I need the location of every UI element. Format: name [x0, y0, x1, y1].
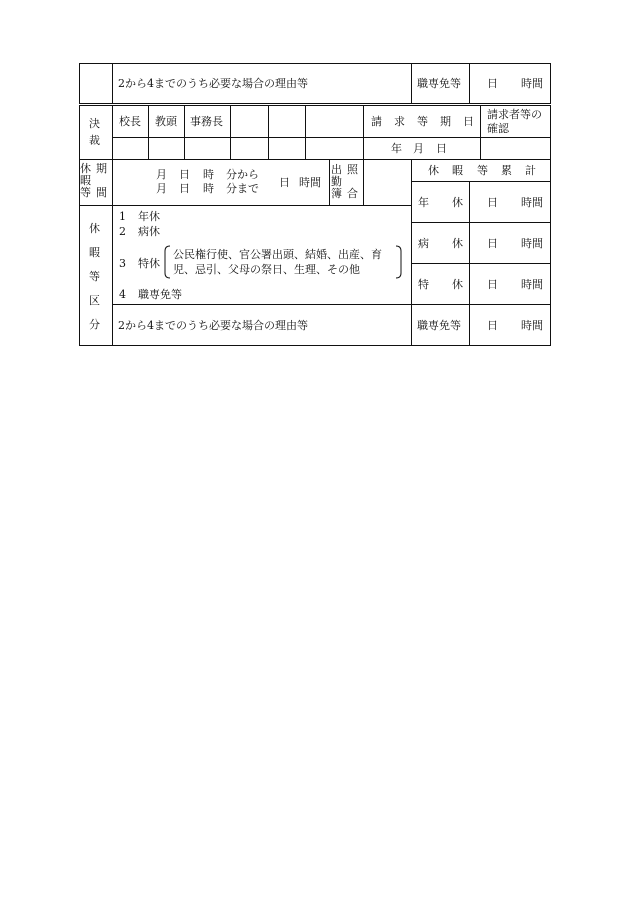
- cumulative-shokusen-day: 日: [487, 319, 498, 332]
- period-to-hour: 時: [203, 182, 214, 195]
- category-item-special: 特休: [138, 257, 160, 270]
- right-bracket-icon: [395, 245, 403, 279]
- period-label-char: 休: [80, 162, 91, 175]
- period-to-day: 日: [179, 182, 190, 195]
- period-to-minute: 分まで: [226, 182, 259, 195]
- cumulative-row-name: 休: [452, 237, 463, 250]
- approval-label-1: 決: [89, 117, 100, 130]
- border-line: [305, 105, 306, 159]
- cumulative-row-hours: 時間: [521, 237, 543, 250]
- category-item-special-detail: 児、忌引、父母の祭日、生理、その他: [173, 263, 360, 276]
- cumulative-row-name: 休: [452, 196, 463, 209]
- category-label-char: 区: [89, 294, 100, 307]
- category-label-char: 暇: [89, 246, 100, 259]
- top-hours-label: 時間: [521, 77, 543, 90]
- category-label-char: 分: [89, 318, 100, 331]
- border-line: [550, 105, 551, 159]
- date-year-label: 年: [391, 142, 402, 155]
- cumulative-shokusen-label: 職専免等: [417, 319, 461, 332]
- cumulative-row-day: 日: [487, 278, 498, 291]
- border-line: [329, 159, 330, 205]
- attendance-label-char: 勤: [331, 175, 342, 188]
- border-line: [411, 263, 551, 264]
- date-month-label: 月: [413, 142, 424, 155]
- cumulative-row-hours: 時間: [521, 278, 543, 291]
- border-line: [79, 105, 80, 159]
- category-item-sick: 病休: [138, 225, 160, 238]
- category-item-number: 2: [119, 225, 126, 238]
- period-from-minute: 分から: [226, 168, 259, 181]
- border-line: [112, 105, 113, 159]
- claim-date-char: 期: [440, 115, 451, 128]
- border-line: [148, 105, 149, 159]
- cumulative-title-char: 暇: [452, 164, 463, 177]
- top-reason-text: 2から4までのうち必要な場合の理由等: [118, 77, 308, 90]
- claim-date-char: 求: [394, 115, 405, 128]
- cumulative-title-char: 累: [501, 164, 512, 177]
- border-line: [550, 159, 551, 345]
- cumulative-row-name: 休: [452, 278, 463, 291]
- attendance-label-char: 照: [347, 163, 358, 176]
- border-line: [112, 159, 113, 345]
- cumulative-row-hours: 時間: [521, 196, 543, 209]
- period-total-day: 日: [279, 176, 290, 189]
- border-line: [112, 63, 113, 103]
- period-label-char: 期: [96, 162, 107, 175]
- border-line: [411, 304, 551, 305]
- attendance-label-char: 簿: [331, 187, 342, 200]
- border-line: [411, 181, 551, 182]
- period-from-hour: 時: [203, 168, 214, 181]
- approval-label-2: 裁: [89, 134, 100, 147]
- attendance-label-char: 合: [347, 187, 358, 200]
- period-from-month: 月: [156, 168, 167, 181]
- approval-col-office-chief: 事務長: [190, 115, 223, 128]
- cumulative-shokusen-hours: 時間: [521, 319, 543, 332]
- border-line: [411, 222, 551, 223]
- claim-date-char: 日: [463, 115, 474, 128]
- date-day-label: 日: [436, 142, 447, 155]
- category-label-char: 等: [89, 270, 100, 283]
- claim-date-char: 請: [371, 115, 382, 128]
- period-from-day: 日: [179, 168, 190, 181]
- border-line: [550, 63, 551, 103]
- period-label-char: 等: [80, 186, 91, 199]
- category-item-number: 4: [119, 288, 126, 301]
- period-label-char: 間: [96, 186, 107, 199]
- approval-col-principal: 校長: [119, 115, 141, 128]
- border-line: [411, 159, 412, 345]
- border-line: [268, 105, 269, 159]
- border-line: [112, 304, 411, 305]
- period-to-month: 月: [156, 182, 167, 195]
- category-reason-text: 2から4までのうち必要な場合の理由等: [118, 319, 308, 332]
- border-line: [79, 63, 80, 103]
- confirm-label-1: 請求者等の: [487, 108, 542, 121]
- cumulative-title-char: 等: [477, 164, 488, 177]
- border-line: [79, 345, 551, 346]
- confirm-label-2: 確認: [487, 122, 509, 135]
- border-line: [79, 159, 551, 160]
- top-shokusen-label: 職専免等: [417, 77, 461, 90]
- border-line: [79, 103, 551, 104]
- cumulative-row-day: 日: [487, 196, 498, 209]
- cumulative-row-day: 日: [487, 237, 498, 250]
- border-line: [230, 105, 231, 159]
- cumulative-title-char: 計: [525, 164, 536, 177]
- category-item-shokusen: 職専免等: [138, 288, 182, 301]
- category-item-special-detail: 公民権行使、官公署出頭、結婚、出産、育: [173, 248, 382, 261]
- category-label-char: 休: [89, 222, 100, 235]
- border-line: [480, 105, 481, 159]
- category-item-number: 1: [119, 210, 126, 223]
- border-line: [411, 63, 412, 103]
- border-line: [79, 205, 411, 206]
- cumulative-title-char: 休: [428, 164, 439, 177]
- cumulative-row-name: 年: [418, 196, 429, 209]
- cumulative-row-name: 特: [418, 278, 429, 291]
- period-total-hours: 時間: [299, 176, 321, 189]
- claim-date-char: 等: [417, 115, 428, 128]
- border-line: [363, 105, 364, 159]
- border-line: [184, 105, 185, 159]
- border-line: [79, 63, 551, 64]
- attendance-label-char: 出: [331, 163, 342, 176]
- left-bracket-icon: [163, 245, 171, 279]
- border-line: [469, 63, 470, 103]
- category-item-number: 3: [119, 257, 126, 270]
- approval-col-vice-principal: 教頭: [155, 115, 177, 128]
- cumulative-row-name: 病: [418, 237, 429, 250]
- border-line: [112, 137, 550, 138]
- period-label-char: 暇: [80, 174, 91, 187]
- border-line: [363, 159, 364, 205]
- category-item-annual: 年休: [138, 210, 160, 223]
- top-day-label: 日: [487, 77, 498, 90]
